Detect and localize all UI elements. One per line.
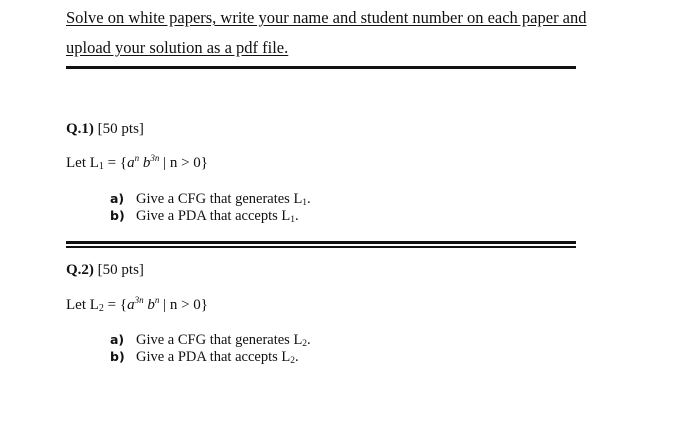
q1-part-a: a) Give a CFG that generates $L_1$. [110, 191, 311, 208]
double-divider-top [66, 241, 576, 244]
q2-number: Q.2) [66, 262, 94, 278]
q1-condition: | n > 0} [159, 155, 208, 171]
q1-lang-subscript: 1 [98, 161, 104, 172]
q1-part-a-subscript: 1 [302, 198, 308, 208]
q2-part-a-marker: a) [110, 332, 125, 347]
q1-var-a: a [127, 155, 135, 171]
q1-part-b-marker: b) [110, 208, 125, 223]
instruction-line-1: Solve on white papers, write your name and student number on each paper and [66, 8, 587, 27]
q2-part-a-subscript: 2 [302, 339, 308, 349]
q1-var-b: b [139, 155, 151, 171]
q1-part-a-marker: a) [110, 191, 125, 206]
q1-language-definition [66, 153, 208, 172]
q2-part-b-text: Give a PDA that accepts L [136, 349, 291, 365]
q2-exp-b: n [154, 295, 160, 305]
q2-lang-prefix: Let L [66, 297, 99, 313]
divider-rule [66, 66, 576, 69]
q2-heading [66, 262, 144, 279]
q1-lang-prefix: Let L [66, 155, 99, 171]
q2-part-a: a) Give a CFG that generates $L_2$. [110, 332, 311, 349]
q2-part-b-marker: b) [110, 349, 125, 364]
q1-part-b-subscript: 1 [290, 215, 295, 225]
q1-lang-eq: = { [103, 155, 128, 171]
q2-var-a: a [127, 297, 135, 313]
q2-exp-a: 3n [134, 295, 144, 305]
q2-points: [50 pts] [97, 262, 144, 278]
q2-language-definition [66, 295, 208, 314]
q1-points: [50 pts] [97, 121, 144, 137]
q1-exp-a: n [134, 153, 140, 163]
q1-part-a-text: Give a CFG that generates L [136, 191, 303, 207]
q2-part-a-text: Give a CFG that generates L [136, 332, 303, 348]
q2-lang-subscript: 2 [98, 303, 104, 314]
q1-exp-b: 3n [150, 153, 160, 163]
q2-condition: | n > 0} [159, 297, 208, 313]
double-divider-bottom [66, 246, 576, 248]
q1-part-b: b) Give a PDA that accepts $L_1$. [110, 208, 299, 225]
q2-var-b: b [143, 297, 155, 313]
q2-part-b-subscript: 2 [290, 356, 295, 366]
q1-number: Q.1) [66, 121, 94, 137]
q2-part-b: b) Give a PDA that accepts $L_2$. [110, 349, 299, 366]
q1-heading [66, 121, 144, 138]
instruction-line-2: upload your solution as a pdf file. [66, 38, 289, 57]
q2-lang-eq: = { [103, 297, 128, 313]
q1-part-b-text: Give a PDA that accepts L [136, 208, 291, 224]
